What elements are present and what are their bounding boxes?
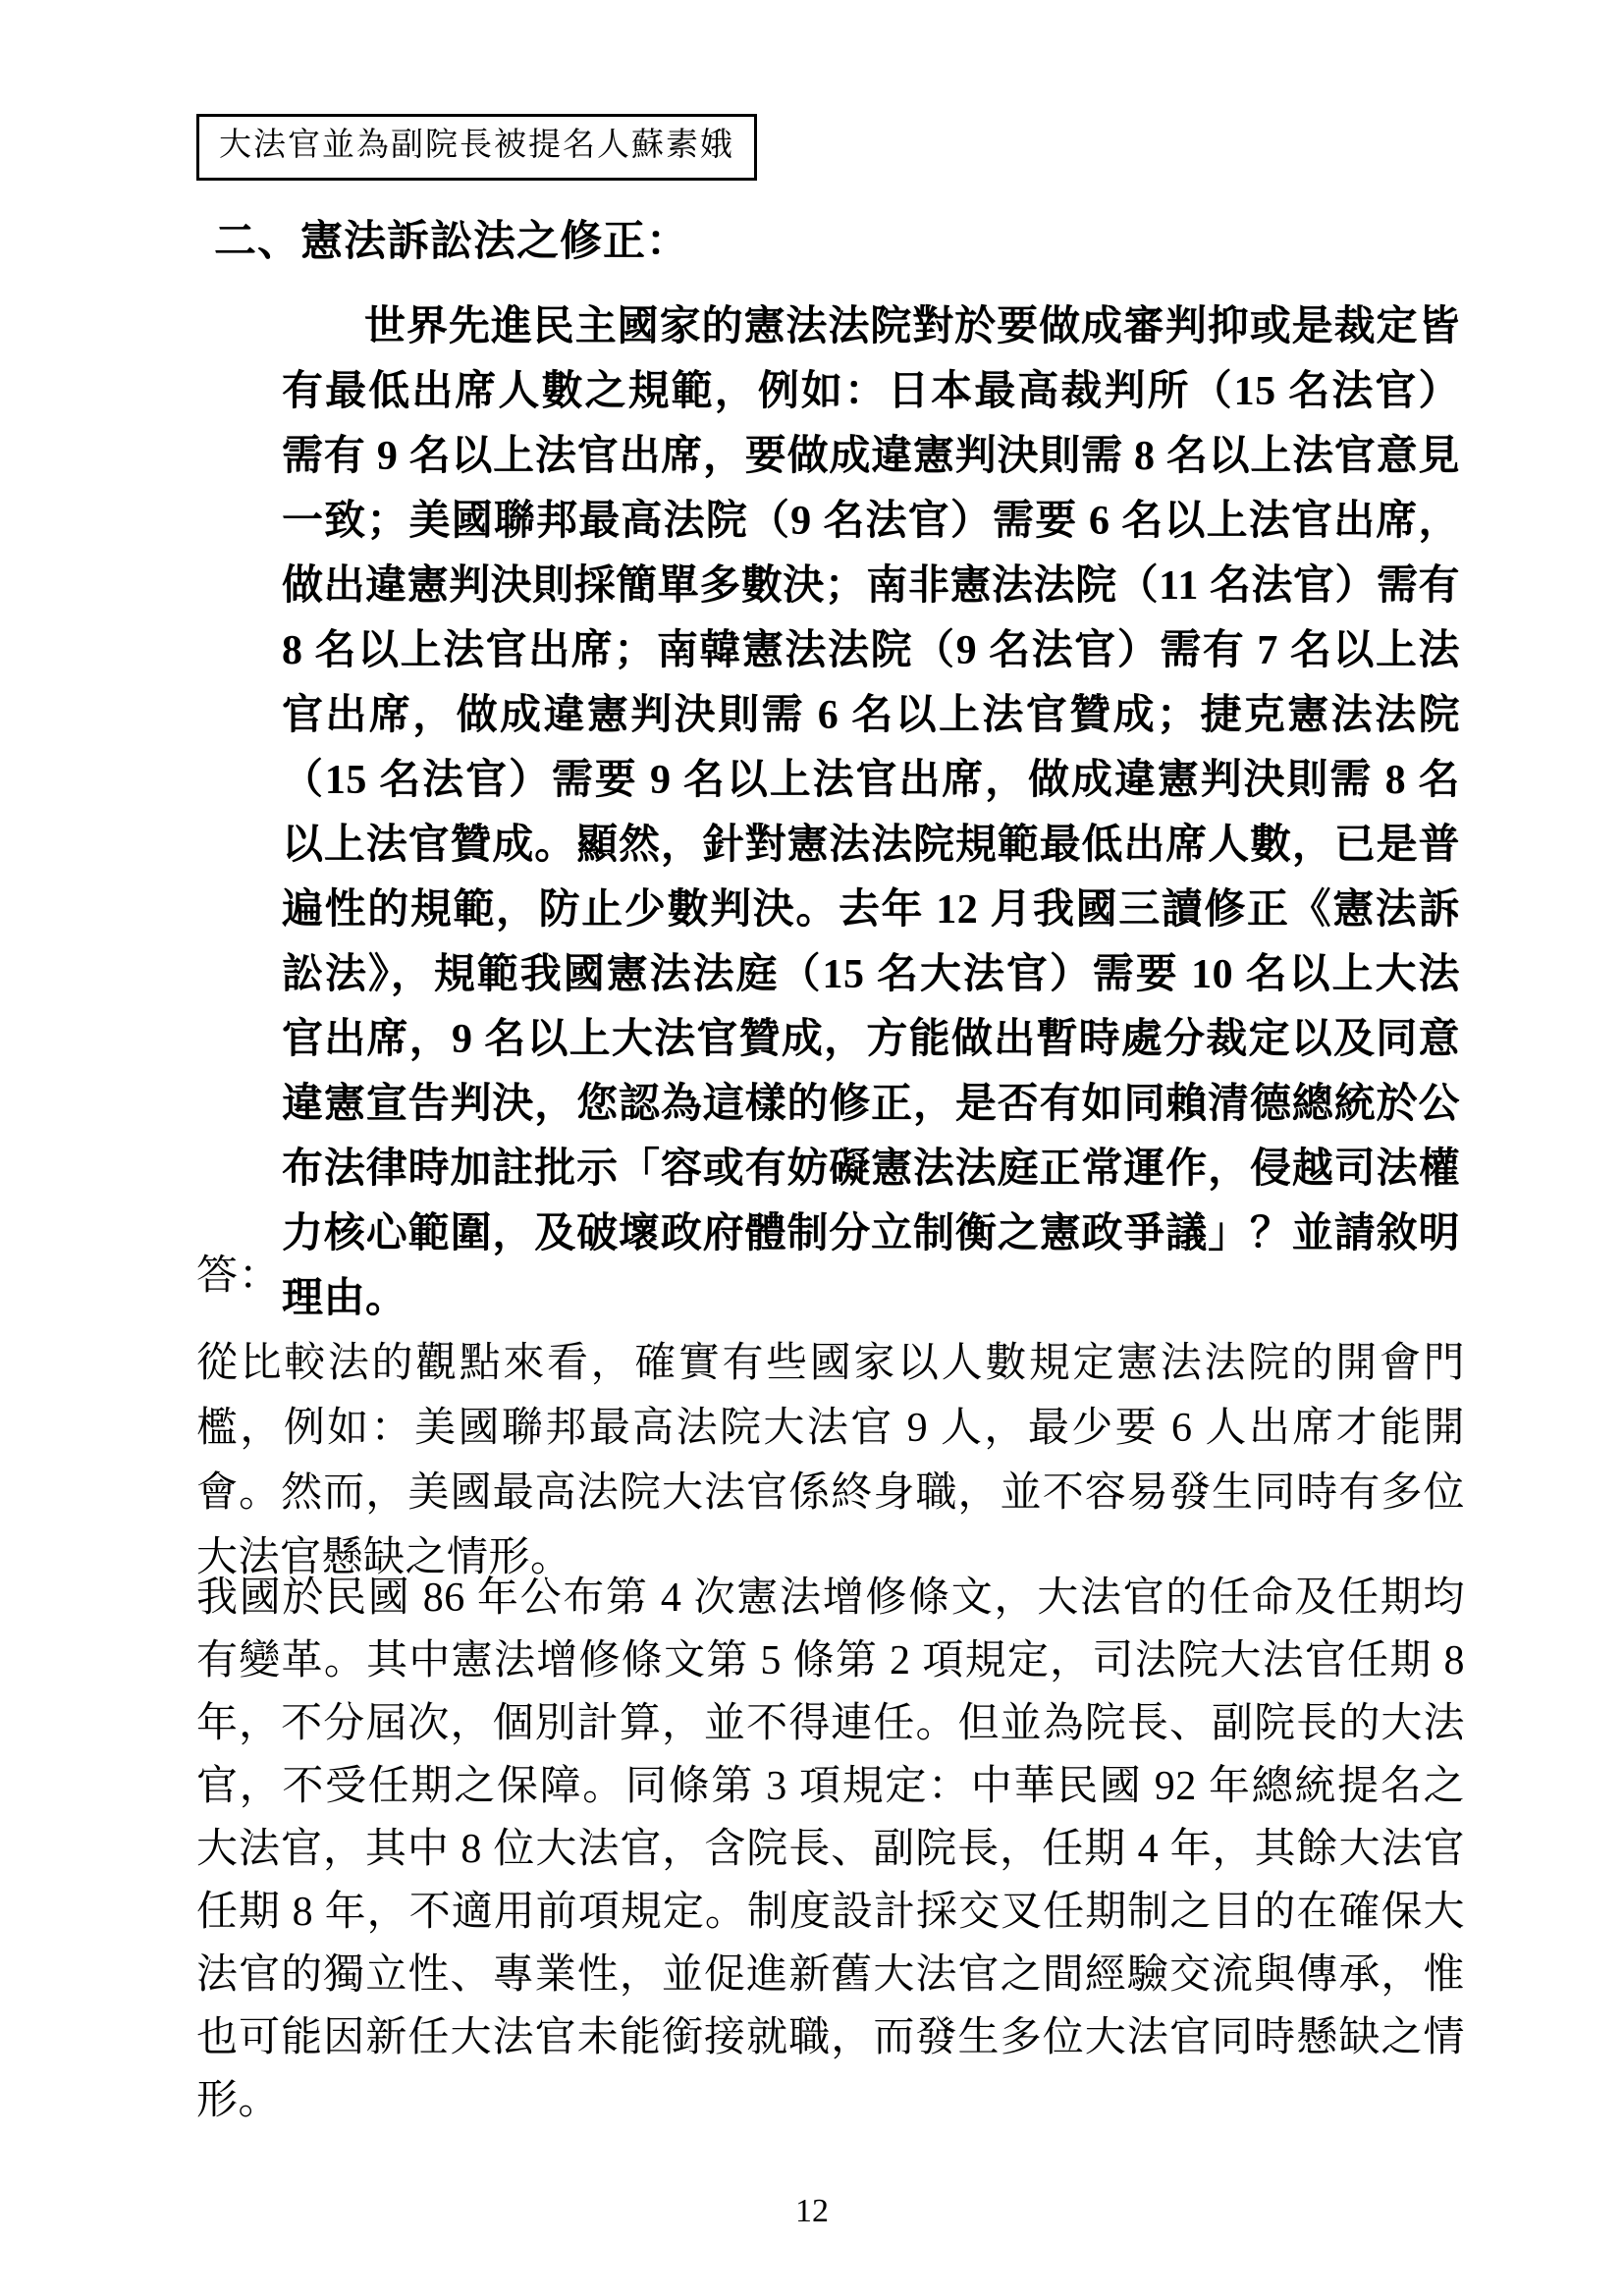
answer-label: 答： bbox=[196, 1254, 282, 1299]
header-box bbox=[196, 114, 757, 181]
page-number: 12 bbox=[795, 2193, 829, 2229]
header-box-text: 大法官並為副院長被提名人蘇素娥 bbox=[219, 128, 734, 163]
answer-paragraph: 我國於民國 86 年公布第 4 次憲法增修條文，大法官的任命及任期均有變革。其中憲法增修條文第 5 條第 2 項規定，司法院大法官任期 8 年，不分屆次，個別計算，並不得連任。但並為院長、副院長的大法官，不受任期之保障。同條第 3 項規定：中華民國 92 年總統提名之大法官，其中 8 位大法官，含院長、副院長，任期 4 年，其餘大法官任期 8 年，不適用前項規定。制度設計採交叉任期制之目的在確保大法官的獨立性、專業性，並促進新舊大法官之間經驗交流與傳承，惟也可能因新任大法官未能銜接就職，而發生多位大法官同時懸缺之情形。 bbox=[196, 1575, 1465, 2123]
answer-paragraph: 從比較法的觀點來看，確實有些國家以人數規定憲法法院的開會門檻，例如：美國聯邦最高法院大法官 9 人，最少要 6 人出席才能開會。然而，美國最高法院大法官係終身職，並不容易發生同時有多位大法官懸缺之情形。 bbox=[196, 1341, 1465, 1580]
section-heading: 二、憲法訴訟法之修正： bbox=[214, 219, 689, 265]
question-paragraph: 世界先進民主國家的憲法法院對於要做成審判抑或是裁定皆有最低出席人數之規範，例如：日本最高裁判所（15 名法官）需有 9 名以上法官出席，要做成違憲判決則需 8 名以上法官意見一致；美國聯邦最高法院（9 名法官）需要 6 名以上法官出席，做出違憲判決則採簡單多數決；南非憲法法院（11 名法官）需有 8 名以上法官出席；南韓憲法法院（9 名法官）需有 7 名以上法官出席，做成違憲判決則需 6 名以上法官贊成；捷克憲法法院（15 名法官）需要 9 名以上法官出席，做成違憲判決則需 8 名以上法官贊成。顯然，針對憲法法院規範最低出席人數，已是普遍性的規範，防止少數判決。去年 12 月我國三讀修正《憲法訴訟法》，規範我國憲法法庭（15 名大法官）需要 10 名以上大法官出席，9 名以上大法官贊成，方能做出暫時處分裁定以及同意違憲宣告判決，您認為這樣的修正，是否有如同賴清德總統於公布法律時加註批示「容或有妨礙憲法法庭正常運作，侵越司法權力核心範圍，及破壞政府體制分立制衡之憲政爭議」？並請敘明理由。 bbox=[282, 304, 1460, 1321]
